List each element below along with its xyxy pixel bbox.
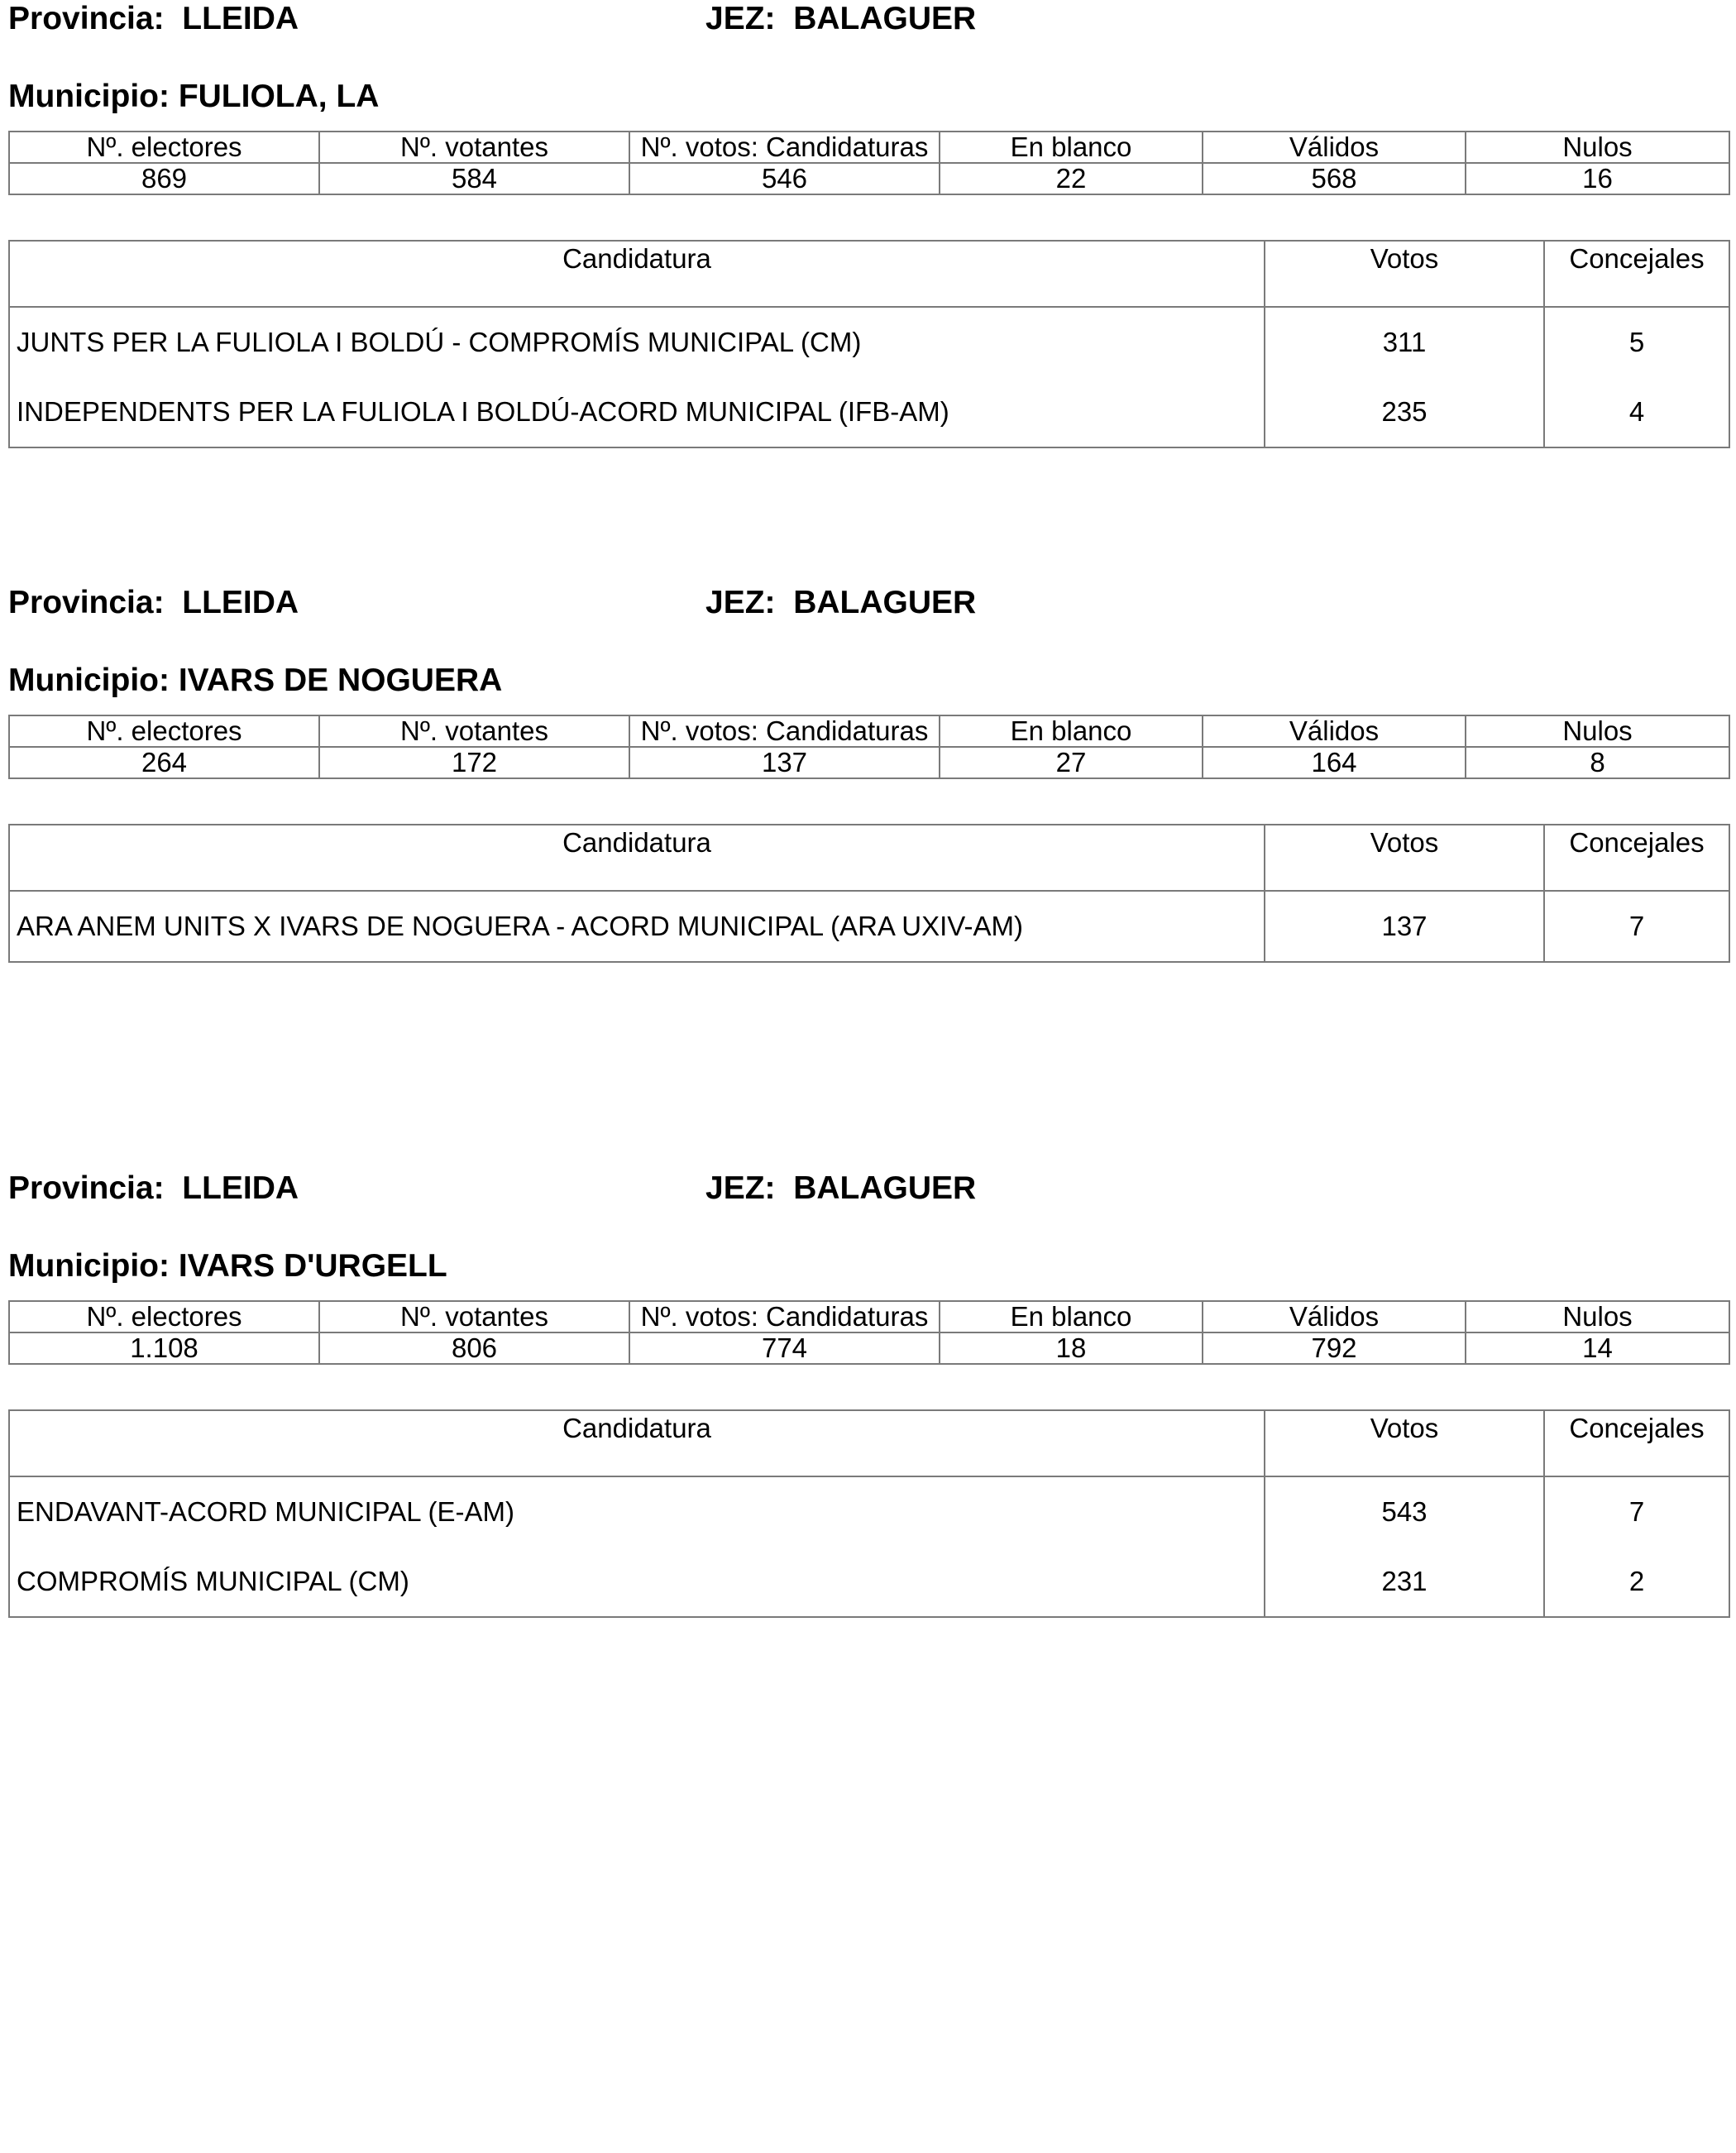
candidatura-votos: 543 bbox=[1265, 1476, 1544, 1547]
candidaturas-table bbox=[8, 824, 1730, 963]
stats-value-cell: 22 bbox=[940, 163, 1203, 194]
candidaturas-header-row bbox=[9, 1410, 1729, 1476]
stats-value-cell: 584 bbox=[319, 163, 629, 194]
candidatura-concejales: 7 bbox=[1544, 1476, 1729, 1547]
municipio-label: Municipio: bbox=[8, 79, 170, 114]
stats-header-cell: Nº. electores bbox=[9, 132, 319, 163]
candidaturas-table bbox=[8, 1409, 1730, 1618]
stats-value-cell: 16 bbox=[1466, 163, 1729, 194]
candidatura-votos: 311 bbox=[1265, 307, 1544, 377]
stats-table bbox=[8, 715, 1730, 779]
municipio-heading bbox=[8, 662, 502, 700]
stats-value-cell: 264 bbox=[9, 747, 319, 778]
stats-header-cell: Nulos bbox=[1466, 132, 1729, 163]
stats-header-cell: Nº. votantes bbox=[319, 1301, 629, 1332]
candidatura-concejales: 7 bbox=[1544, 891, 1729, 962]
provincia-label: Provincia: bbox=[8, 1170, 165, 1206]
provincia-value: LLEIDA bbox=[182, 1170, 299, 1206]
jez-label: JEZ: bbox=[705, 585, 776, 620]
candidaturas-header-cell: Candidatura bbox=[9, 1410, 1265, 1476]
municipio-label: Municipio: bbox=[8, 663, 170, 698]
stats-value-cell: 1.108 bbox=[9, 1332, 319, 1364]
candidaturas-header-cell: Candidatura bbox=[9, 241, 1265, 307]
stats-header-cell: En blanco bbox=[940, 715, 1203, 747]
candidatura-name: ARA ANEM UNITS X IVARS DE NOGUERA - ACORD MUNICIPAL (ARA UXIV-AM) bbox=[9, 891, 1265, 962]
stats-value-cell: 869 bbox=[9, 163, 319, 194]
provincia-heading bbox=[8, 584, 299, 622]
stats-header-cell: En blanco bbox=[940, 132, 1203, 163]
candidaturas-header-cell: Votos bbox=[1265, 825, 1544, 891]
candidatura-name: COMPROMÍS MUNICIPAL (CM) bbox=[9, 1547, 1265, 1617]
stats-value-cell: 568 bbox=[1203, 163, 1466, 194]
stats-value-cell: 774 bbox=[629, 1332, 940, 1364]
provincia-heading bbox=[8, 1170, 299, 1208]
candidatura-concejales: 5 bbox=[1544, 307, 1729, 377]
candidaturas-header-cell: Concejales bbox=[1544, 825, 1729, 891]
stats-table bbox=[8, 131, 1730, 195]
municipio-value: IVARS D'URGELL bbox=[178, 1248, 447, 1284]
stats-value-cell: 546 bbox=[629, 163, 940, 194]
jez-value: BALAGUER bbox=[793, 585, 977, 620]
candidatura-votos: 235 bbox=[1265, 377, 1544, 447]
jez-label: JEZ: bbox=[705, 1, 776, 36]
stats-header-cell: En blanco bbox=[940, 1301, 1203, 1332]
candidaturas-header-cell: Concejales bbox=[1544, 1410, 1729, 1476]
provincia-value: LLEIDA bbox=[182, 585, 299, 620]
stats-header-cell: Nº. votantes bbox=[319, 715, 629, 747]
candidaturas-table bbox=[8, 240, 1730, 448]
municipio-heading bbox=[8, 78, 379, 116]
stats-value-row bbox=[9, 163, 1729, 194]
candidatura-row bbox=[9, 1476, 1729, 1547]
stats-value-row bbox=[9, 747, 1729, 778]
stats-header-cell: Nº. electores bbox=[9, 1301, 319, 1332]
stats-value-cell: 806 bbox=[319, 1332, 629, 1364]
provincia-label: Provincia: bbox=[8, 1, 165, 36]
candidaturas-header-cell: Votos bbox=[1265, 1410, 1544, 1476]
stats-header-cell: Nº. votos: Candidaturas bbox=[629, 715, 940, 747]
stats-value-cell: 172 bbox=[319, 747, 629, 778]
provincia-heading bbox=[8, 0, 299, 38]
candidaturas-header-row bbox=[9, 241, 1729, 307]
candidatura-row bbox=[9, 307, 1729, 377]
stats-value-cell: 27 bbox=[940, 747, 1203, 778]
candidatura-name: ENDAVANT-ACORD MUNICIPAL (E-AM) bbox=[9, 1476, 1265, 1547]
jez-value: BALAGUER bbox=[793, 1, 977, 36]
stats-header-row bbox=[9, 715, 1729, 747]
candidatura-name: INDEPENDENTS PER LA FULIOLA I BOLDÚ-ACORD MUNICIPAL (IFB-AM) bbox=[9, 377, 1265, 447]
jez-heading bbox=[705, 0, 976, 38]
stats-header-row bbox=[9, 132, 1729, 163]
candidatura-concejales: 2 bbox=[1544, 1547, 1729, 1617]
provincia-value: LLEIDA bbox=[182, 1, 299, 36]
stats-header-cell: Nulos bbox=[1466, 1301, 1729, 1332]
stats-header-row bbox=[9, 1301, 1729, 1332]
jez-heading bbox=[705, 1170, 976, 1208]
stats-value-cell: 137 bbox=[629, 747, 940, 778]
candidatura-votos: 137 bbox=[1265, 891, 1544, 962]
stats-header-cell: Nulos bbox=[1466, 715, 1729, 747]
candidatura-concejales: 4 bbox=[1544, 377, 1729, 447]
stats-value-cell: 8 bbox=[1466, 747, 1729, 778]
municipio-heading bbox=[8, 1247, 447, 1285]
stats-value-row bbox=[9, 1332, 1729, 1364]
candidatura-row bbox=[9, 1547, 1729, 1617]
municipio-value: IVARS DE NOGUERA bbox=[178, 663, 503, 698]
municipio-value: FULIOLA, LA bbox=[178, 79, 380, 114]
candidaturas-header-cell: Concejales bbox=[1544, 241, 1729, 307]
stats-table bbox=[8, 1300, 1730, 1365]
stats-header-cell: Válidos bbox=[1203, 715, 1466, 747]
municipio-label: Municipio: bbox=[8, 1248, 170, 1284]
candidaturas-header-row bbox=[9, 825, 1729, 891]
stats-header-cell: Nº. votos: Candidaturas bbox=[629, 132, 940, 163]
jez-heading bbox=[705, 584, 976, 622]
jez-value: BALAGUER bbox=[793, 1170, 977, 1206]
stats-header-cell: Nº. votos: Candidaturas bbox=[629, 1301, 940, 1332]
provincia-label: Provincia: bbox=[8, 585, 165, 620]
candidaturas-header-cell: Candidatura bbox=[9, 825, 1265, 891]
stats-header-cell: Nº. electores bbox=[9, 715, 319, 747]
stats-value-cell: 18 bbox=[940, 1332, 1203, 1364]
stats-value-cell: 14 bbox=[1466, 1332, 1729, 1364]
stats-header-cell: Válidos bbox=[1203, 1301, 1466, 1332]
stats-header-cell: Nº. votantes bbox=[319, 132, 629, 163]
stats-header-cell: Válidos bbox=[1203, 132, 1466, 163]
jez-label: JEZ: bbox=[705, 1170, 776, 1206]
candidatura-row bbox=[9, 891, 1729, 962]
stats-value-cell: 792 bbox=[1203, 1332, 1466, 1364]
candidaturas-header-cell: Votos bbox=[1265, 241, 1544, 307]
candidatura-row bbox=[9, 377, 1729, 447]
candidatura-name: JUNTS PER LA FULIOLA I BOLDÚ - COMPROMÍS MUNICIPAL (CM) bbox=[9, 307, 1265, 377]
candidatura-votos: 231 bbox=[1265, 1547, 1544, 1617]
stats-value-cell: 164 bbox=[1203, 747, 1466, 778]
